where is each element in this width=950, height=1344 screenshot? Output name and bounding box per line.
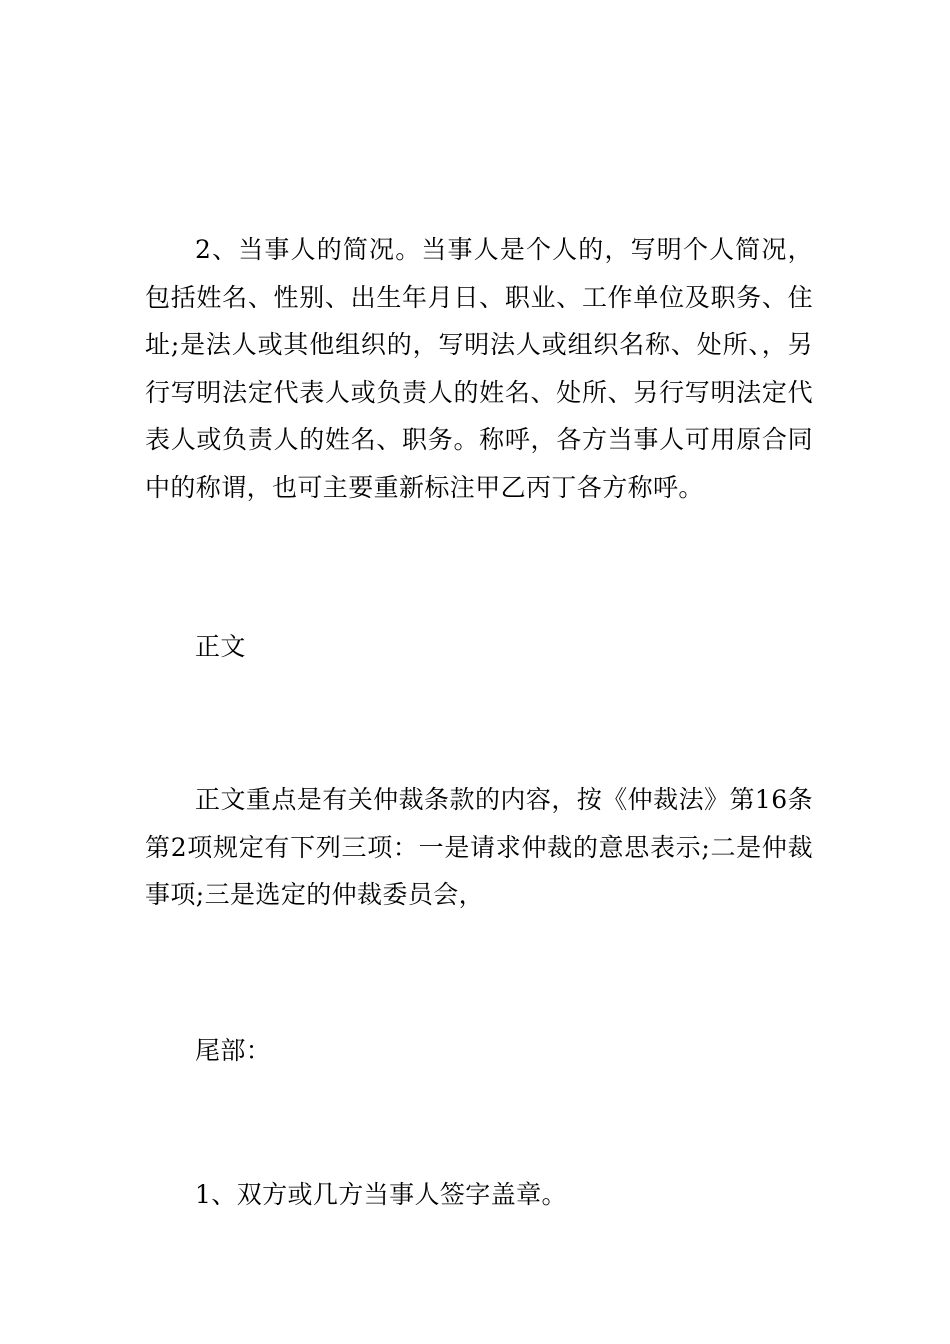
heading-ending: 尾部：: [195, 1036, 272, 1065]
paragraph-signature: 1、双方或几方当事人签字盖章。: [195, 1180, 567, 1209]
paragraph-party-info: 2、当事人的简况。当事人是个人的，写明个人简况，包括姓名、性别、出生年月日、职业、工作单位及职务、住址;是法人或其他组织的，写明法人或组织名称、处所、，另行写明法定代表人或负责人的姓名、处所、另行写明法定代表人或负责人的姓名、职务。称呼，各方当事人可用原合同中的称谓，也可主要重新标注甲乙丙丁各方称呼。: [145, 235, 813, 502]
paragraph-main-text: 正文重点是有关仲裁条款的内容，按《仲裁法》第16条第2项规定有下列三项：一是请求仲裁的意思表示;二是仲裁事项;三是选定的仲裁委员会，: [145, 785, 813, 910]
heading-main-text: 正文: [195, 632, 246, 661]
